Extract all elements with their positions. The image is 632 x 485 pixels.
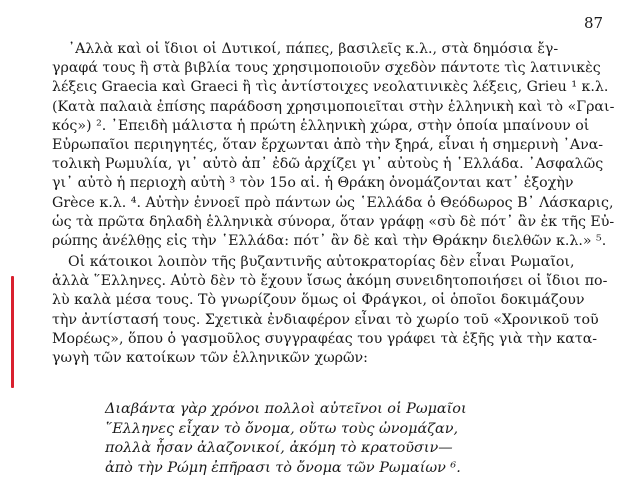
text-line: ᾿Αλλὰ καὶ οἱ ἴδιοι οἱ Δυτικοί, πάπες, βασιλεῖς κ.λ., στὰ δημόσια ἔγ- [68,41,559,57]
text-line: Εὐρωπαῖοι περιηγητές, ὅταν ἔρχωνται ἀπὸ τὴν ξηρά, εἶναι ἡ σημερινὴ ᾿Ανα- [52,136,604,153]
verse-line: ῞Ελληνες εἶχαν τὸ ὄνομα, οὕτω τοὺς ὠνομάζαν, [105,420,459,437]
text-line: Μορέως», ὅπου ὁ γασμοῦλος συγγραφέας του γράφει τὰ ἑξῆς γιὰ τὴν κατα- [52,330,598,347]
verse-line: ἀπὸ τὴν Ρώμη ἐπῆρασι τὸ ὄνομα τῶν Ρωμαίων ⁶. [105,459,461,476]
text-line: τὴν ἀντίστασή τους. Σχετικὰ ἐνδιαφέρον εἶναι τὸ χωρίο τοῦ «Χρονικοῦ τοῦ [52,311,599,328]
text-line: τολικὴ Ρωμυλία, γι᾿ αὐτὸ ἀπ᾿ ἐδῶ ἀρχίζει γι᾿ αὐτοὺς ἡ ῾Ελλάδα. ᾿Ασφαλῶς [52,156,604,173]
text-line: γραφά τους ἢ στὰ βιβλία τους χρησιμοποιοῦν σχεδὸν πάντοτε τὶς λατινικὲς [52,60,601,77]
text-line: λὺ καλὰ μέσα τους. Τὸ γνωρίζουν ὅμως οἱ Φράγκοι, οἱ ὁποῖοι δοκιμάζουν [52,292,585,309]
text-line: ρώπης ἀνέλθῃς εἰς τὴν ῾Ελλάδα: πότ᾿ ἂν δὲ καὶ τὴν Θράκην διελθῶν κ.λ.» ⁵. [52,232,607,249]
verse-line: πολλὰ ἦσαν ἀλαζονικοί, ἀκόμη τὸ κρατοῦσιν— [105,440,453,456]
text-line: λέξεις Graecia καὶ Graeci ἢ τὶς ἀντίστοιχες νεολατινικὲς λέξεις, Grieu ¹ κ.λ. [52,79,609,96]
verse-line: Διαβάντα γὰρ χρόνοι πολλοὶ αὐτεῖνοι οἱ Ρωμαῖοι [105,401,467,417]
text-line: (Κατὰ παλαιὰ ἐπίσης παράδοση χρησιμοποιεῖται στὴν ἑλληνικὴ καὶ τὸ «Γραι- [52,98,615,115]
text-line: γωγὴ τῶν κατοίκων τῶν ἑλληνικῶν χωρῶν: [52,350,368,366]
text-line: Grèce κ.λ. ⁴. Αὐτὴν ἐννοεῖ πρὸ πάντων ὡς ῾Ελλάδα ὁ Θεόδωρος Β᾿ Λάσκαρις, [52,194,614,211]
text-line: κός») ². ᾿Επειδὴ μάλιστα ἡ πρώτη ἑλληνικὴ χώρα, στὴν ὁποία μπαίνουν οἱ [52,117,590,134]
text-line: Οἱ κάτοικοι λοιπὸν τῆς βυζαντινῆς αὐτοκρατορίας δὲν εἶναι Ρωμαῖοι, [68,254,575,271]
margin-marker [11,276,14,388]
text-line: γι᾿ αὐτὸ ἡ περιοχὴ αὐτὴ ³ τὸν 15ο αἰ. ἡ Θράκη ὀνομάζονται κατ᾿ ἐξοχὴν [52,175,574,192]
verse-quotation [105,400,605,478]
page-number: 87 [584,14,604,32]
text-line: ἀλλὰ ῞Ελληνες. Αὐτὸ δὲν τὸ ἔχουν ἴσως ἀκόμη συνειδητοποιήσει οἱ ἴδιοι πο- [52,273,608,290]
body-text [52,40,615,368]
text-line: ὡς τὰ πρῶτα δηλαδὴ ἑλληνικὰ σύνορα, ὅταν γράφῃ «σὺ δὲ πότ᾿ ἂν ἐκ τῆς Εὐ- [52,213,615,230]
